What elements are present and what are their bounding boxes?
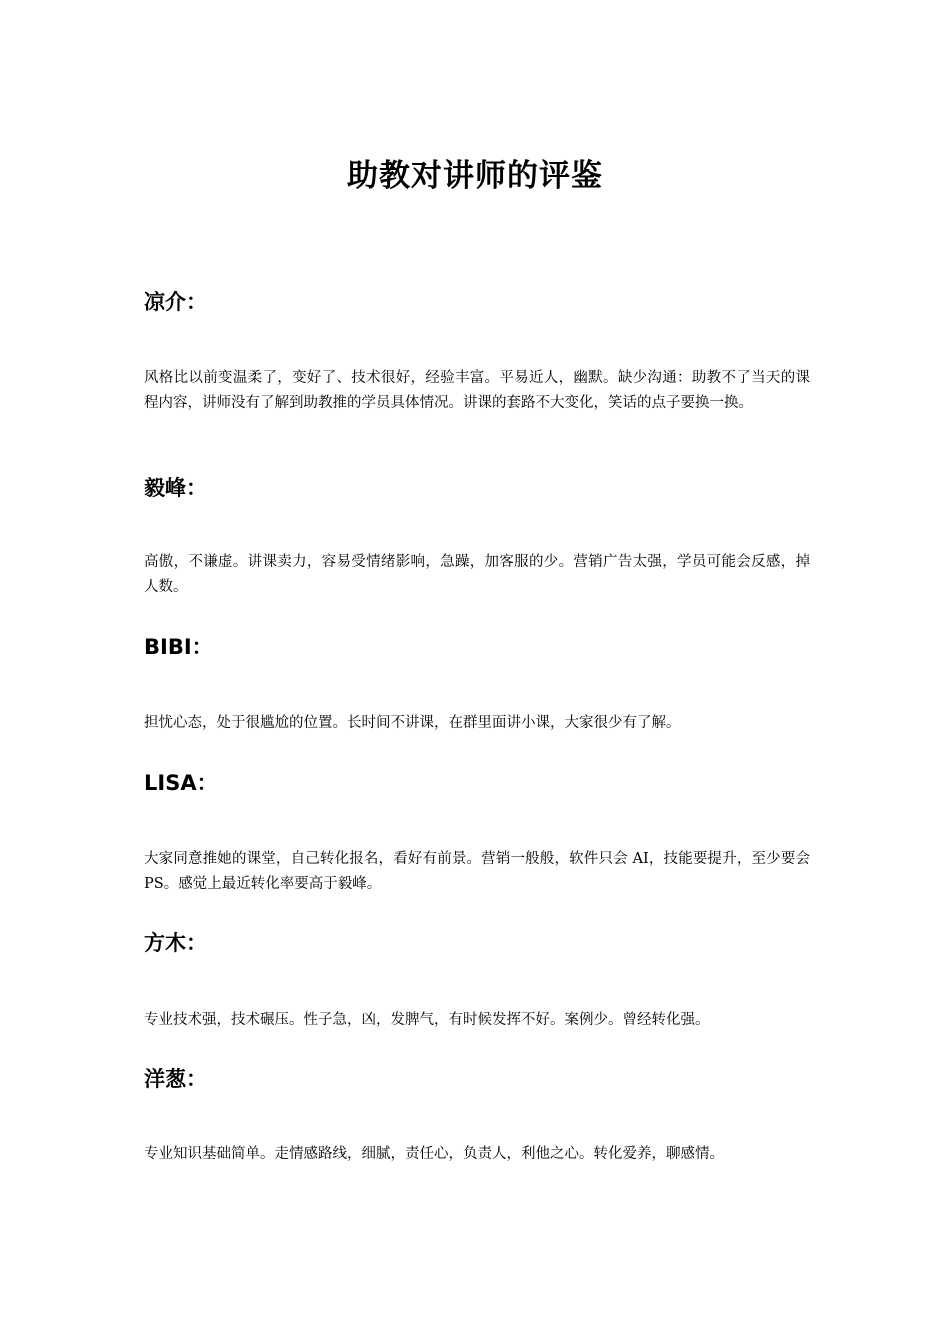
section-heading: 洋葱： <box>144 1067 207 1091</box>
section-body: 风格比以前变温柔了，变好了、技术很好，经验丰富。平易近人，幽默。缺少沟通：助教不了当天的课程内容，讲师没有了解到助教推的学员具体情况。讲课的套路不大变化，笑话的点子要换一换。 <box>144 370 810 411</box>
section-body: 担忧心态，处于很尴尬的位置。长时间不讲课，在群里面讲小课，大家很少有了解。 <box>144 715 681 731</box>
section-body: 高傲，不谦虚。讲课卖力，容易受情绪影响，急躁，加客服的少。营销广告太强，学员可能会反感，掉人数。 <box>144 554 810 595</box>
section-heading: 毅峰： <box>144 476 207 500</box>
section-body: 专业知识基础简单。走情感路线，细腻，责任心，负责人，利他之心。转化爱养，聊感情。 <box>144 1146 724 1162</box>
section-heading: 凉介： <box>144 290 207 314</box>
section-heading: 方木： <box>144 931 207 955</box>
document-title: 助教对讲师的评鉴 <box>347 158 603 194</box>
section-heading: LISA： <box>144 771 218 795</box>
section-heading: BIBI： <box>144 635 213 659</box>
section-body: 专业技术强，技术碾压。性子急，凶，发脾气，有时候发挥不好。案例少。曾经转化强。 <box>144 1012 710 1028</box>
section-body: 大家同意推她的课堂，自己转化报名，看好有前景。营销一般般，软件只会 AI，技能要提升，至少要会 PS。感觉上最近转化率要高于毅峰。 <box>144 851 810 892</box>
